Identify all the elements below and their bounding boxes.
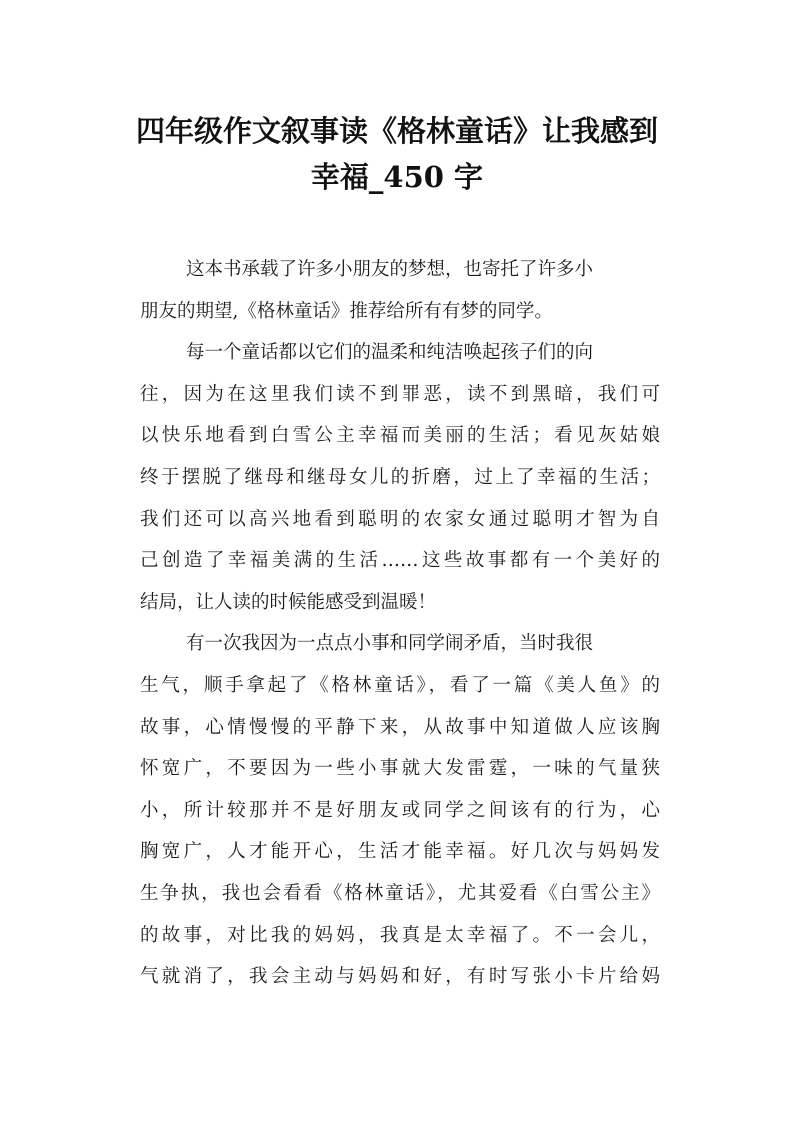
text-line: 的故事，对比我的妈妈，我真是太幸福了。不一会儿， — [140, 924, 660, 946]
text-line: 生气，顺手拿起了《格林童话》，看了一篇《美人鱼》的 — [140, 674, 660, 696]
text-line: 我们还可以高兴地看到聪明的农家女通过聪明才智为自 — [140, 508, 660, 530]
text-line: 胸宽广，人才能开心，生活才能幸福。好几次与妈妈发 — [140, 841, 660, 863]
text-line: 生争执，我也会看看《格林童话》，尤其爱看《白雪公主》 — [140, 882, 660, 904]
text-line: 以快乐地看到白雪公主幸福而美丽的生活；看见灰姑娘 — [140, 425, 660, 447]
text-line: 往，因为在这里我们读不到罪恶，读不到黑暗，我们可 — [140, 383, 660, 405]
text-line: 小，所计较那并不是好朋友或同学之间该有的行为，心 — [140, 799, 660, 821]
text-line: 朋友的期望,《格林童话》推荐给所有有梦的同学。 — [140, 300, 553, 322]
text-line: 己创造了幸福美满的生活……这些故事都有一个美好的 — [140, 550, 660, 572]
text-line: 终于摆脱了继母和继母女儿的折磨，过上了幸福的生活； — [140, 466, 660, 488]
text-line: 有一次我因为一点点小事和同学闹矛盾，当时我很 — [186, 633, 594, 655]
text-line: 气就消了，我会主动与妈妈和好，有时写张小卡片给妈 — [140, 966, 660, 988]
text-line: 每一个童话都以它们的温柔和纯洁唤起孩子们的向 — [186, 342, 594, 364]
text-line: 故事，心情慢慢的平静下来，从故事中知道做人应该胸 — [140, 716, 660, 738]
text-line: 怀宽广，不要因为一些小事就大发雷霆，一味的气量狭 — [140, 758, 660, 780]
document-title — [100, 108, 694, 200]
title-line-2: 幸福_450 字 — [310, 160, 484, 194]
document-body — [140, 249, 660, 998]
text-line: 结局，让人读的时候能感受到温暖！ — [140, 591, 437, 613]
text-line: 这本书承载了许多小朋友的梦想，也寄托了许多小 — [186, 259, 594, 280]
title-line-1: 四年级作文叙事读《格林童话》让我感到 — [135, 114, 658, 148]
